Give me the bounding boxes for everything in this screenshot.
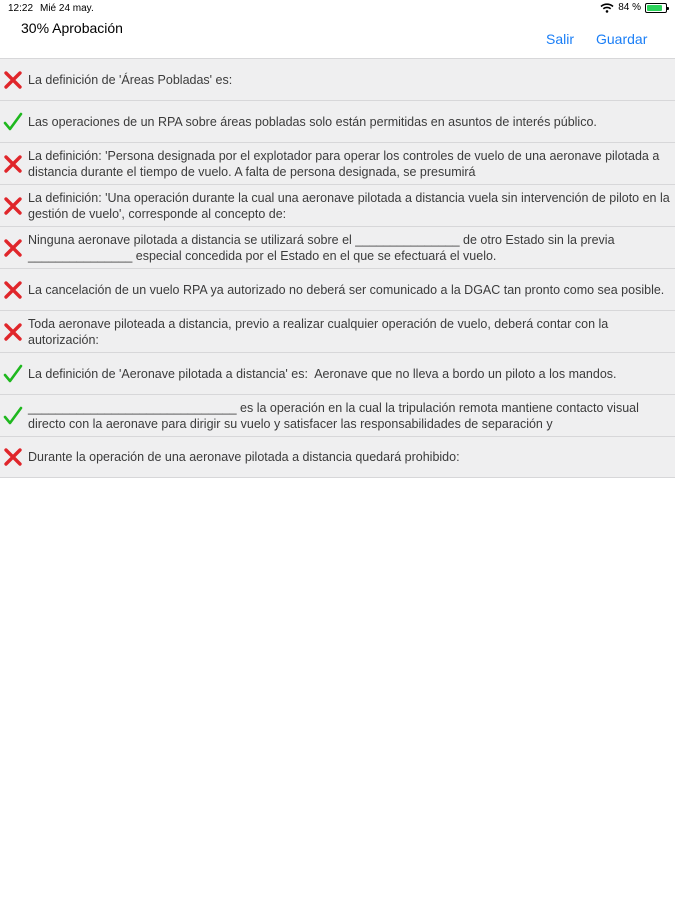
cross-icon [3,447,23,467]
question-row[interactable] [0,310,675,352]
question-text: La cancelación de un vuelo RPA ya autorizado no deberá ser comunicado a la DGAC tan pronto como sea posible. [28,282,665,297]
question-list [0,58,675,478]
question-text: ______________________________ es la operación en la cual la tripulación remota mantiene contacto visual directo con la aeronave para dirigir su vuelo y satisfacer las responsabilidades de separación y [28,400,643,431]
question-row[interactable] [0,268,675,310]
question-row[interactable] [0,58,675,100]
cross-icon [3,154,23,174]
question-text: Las operaciones de un RPA sobre áreas pobladas solo están permitidas en asuntos de interés público. [28,114,597,129]
battery-icon [645,3,667,13]
status-bar [0,0,675,18]
question-text: La definición: 'Persona designada por el explotador para operar los controles de vuelo de una aeronave pilotada a distancia durante el tiempo de vuelo. A falta de persona designada, se presumirá [28,148,663,179]
question-row[interactable] [0,394,675,436]
question-text: Ninguna aeronave pilotada a distancia se utilizará sobre el _______________ de otro Estado sin la previa _______________ especial concedida por el Estado en el que se efectuará el vuelo. [28,232,619,263]
checkmark-icon [3,406,23,426]
status-date: Mié 24 may. [40,3,94,14]
cross-icon [3,196,23,216]
cross-icon [3,322,23,342]
question-text: La definición: 'Una operación durante la cual una aeronave pilotada a distancia vuela sin intervención de piloto en la gestión de vuelo', corresponde al concepto de: [28,190,674,221]
question-text: La definición de 'Aeronave pilotada a distancia' es: Aeronave que no lleva a bordo un piloto a los mandos. [28,366,617,381]
question-row[interactable] [0,352,675,394]
battery-percent: 84 % [618,2,641,13]
battery-level [647,5,662,11]
question-text: Toda aeronave piloteada a distancia, previo a realizar cualquier operación de vuelo, deberá contar con la autorización: [28,316,612,347]
wifi-icon [600,3,614,13]
status-time: 12:22 [8,3,34,14]
save-button[interactable]: Guardar [596,31,648,47]
question-row[interactable] [0,184,675,226]
checkmark-icon [3,112,23,132]
checkmark-icon [3,364,23,384]
status-indicators [600,2,667,13]
question-text: Durante la operación de una aeronave pilotada a distancia quedará prohibido: [28,450,460,464]
question-row[interactable] [0,226,675,268]
exit-button[interactable]: Salir [546,31,575,47]
nav-bar [0,18,675,58]
cross-icon [3,70,23,90]
cross-icon [3,280,23,300]
cross-icon [3,238,23,258]
page-title: 30% Aprobación [21,20,123,36]
question-row[interactable] [0,436,675,478]
question-text: La definición de 'Áreas Pobladas' es: [28,72,233,87]
question-row[interactable] [0,100,675,142]
question-row[interactable] [0,142,675,184]
